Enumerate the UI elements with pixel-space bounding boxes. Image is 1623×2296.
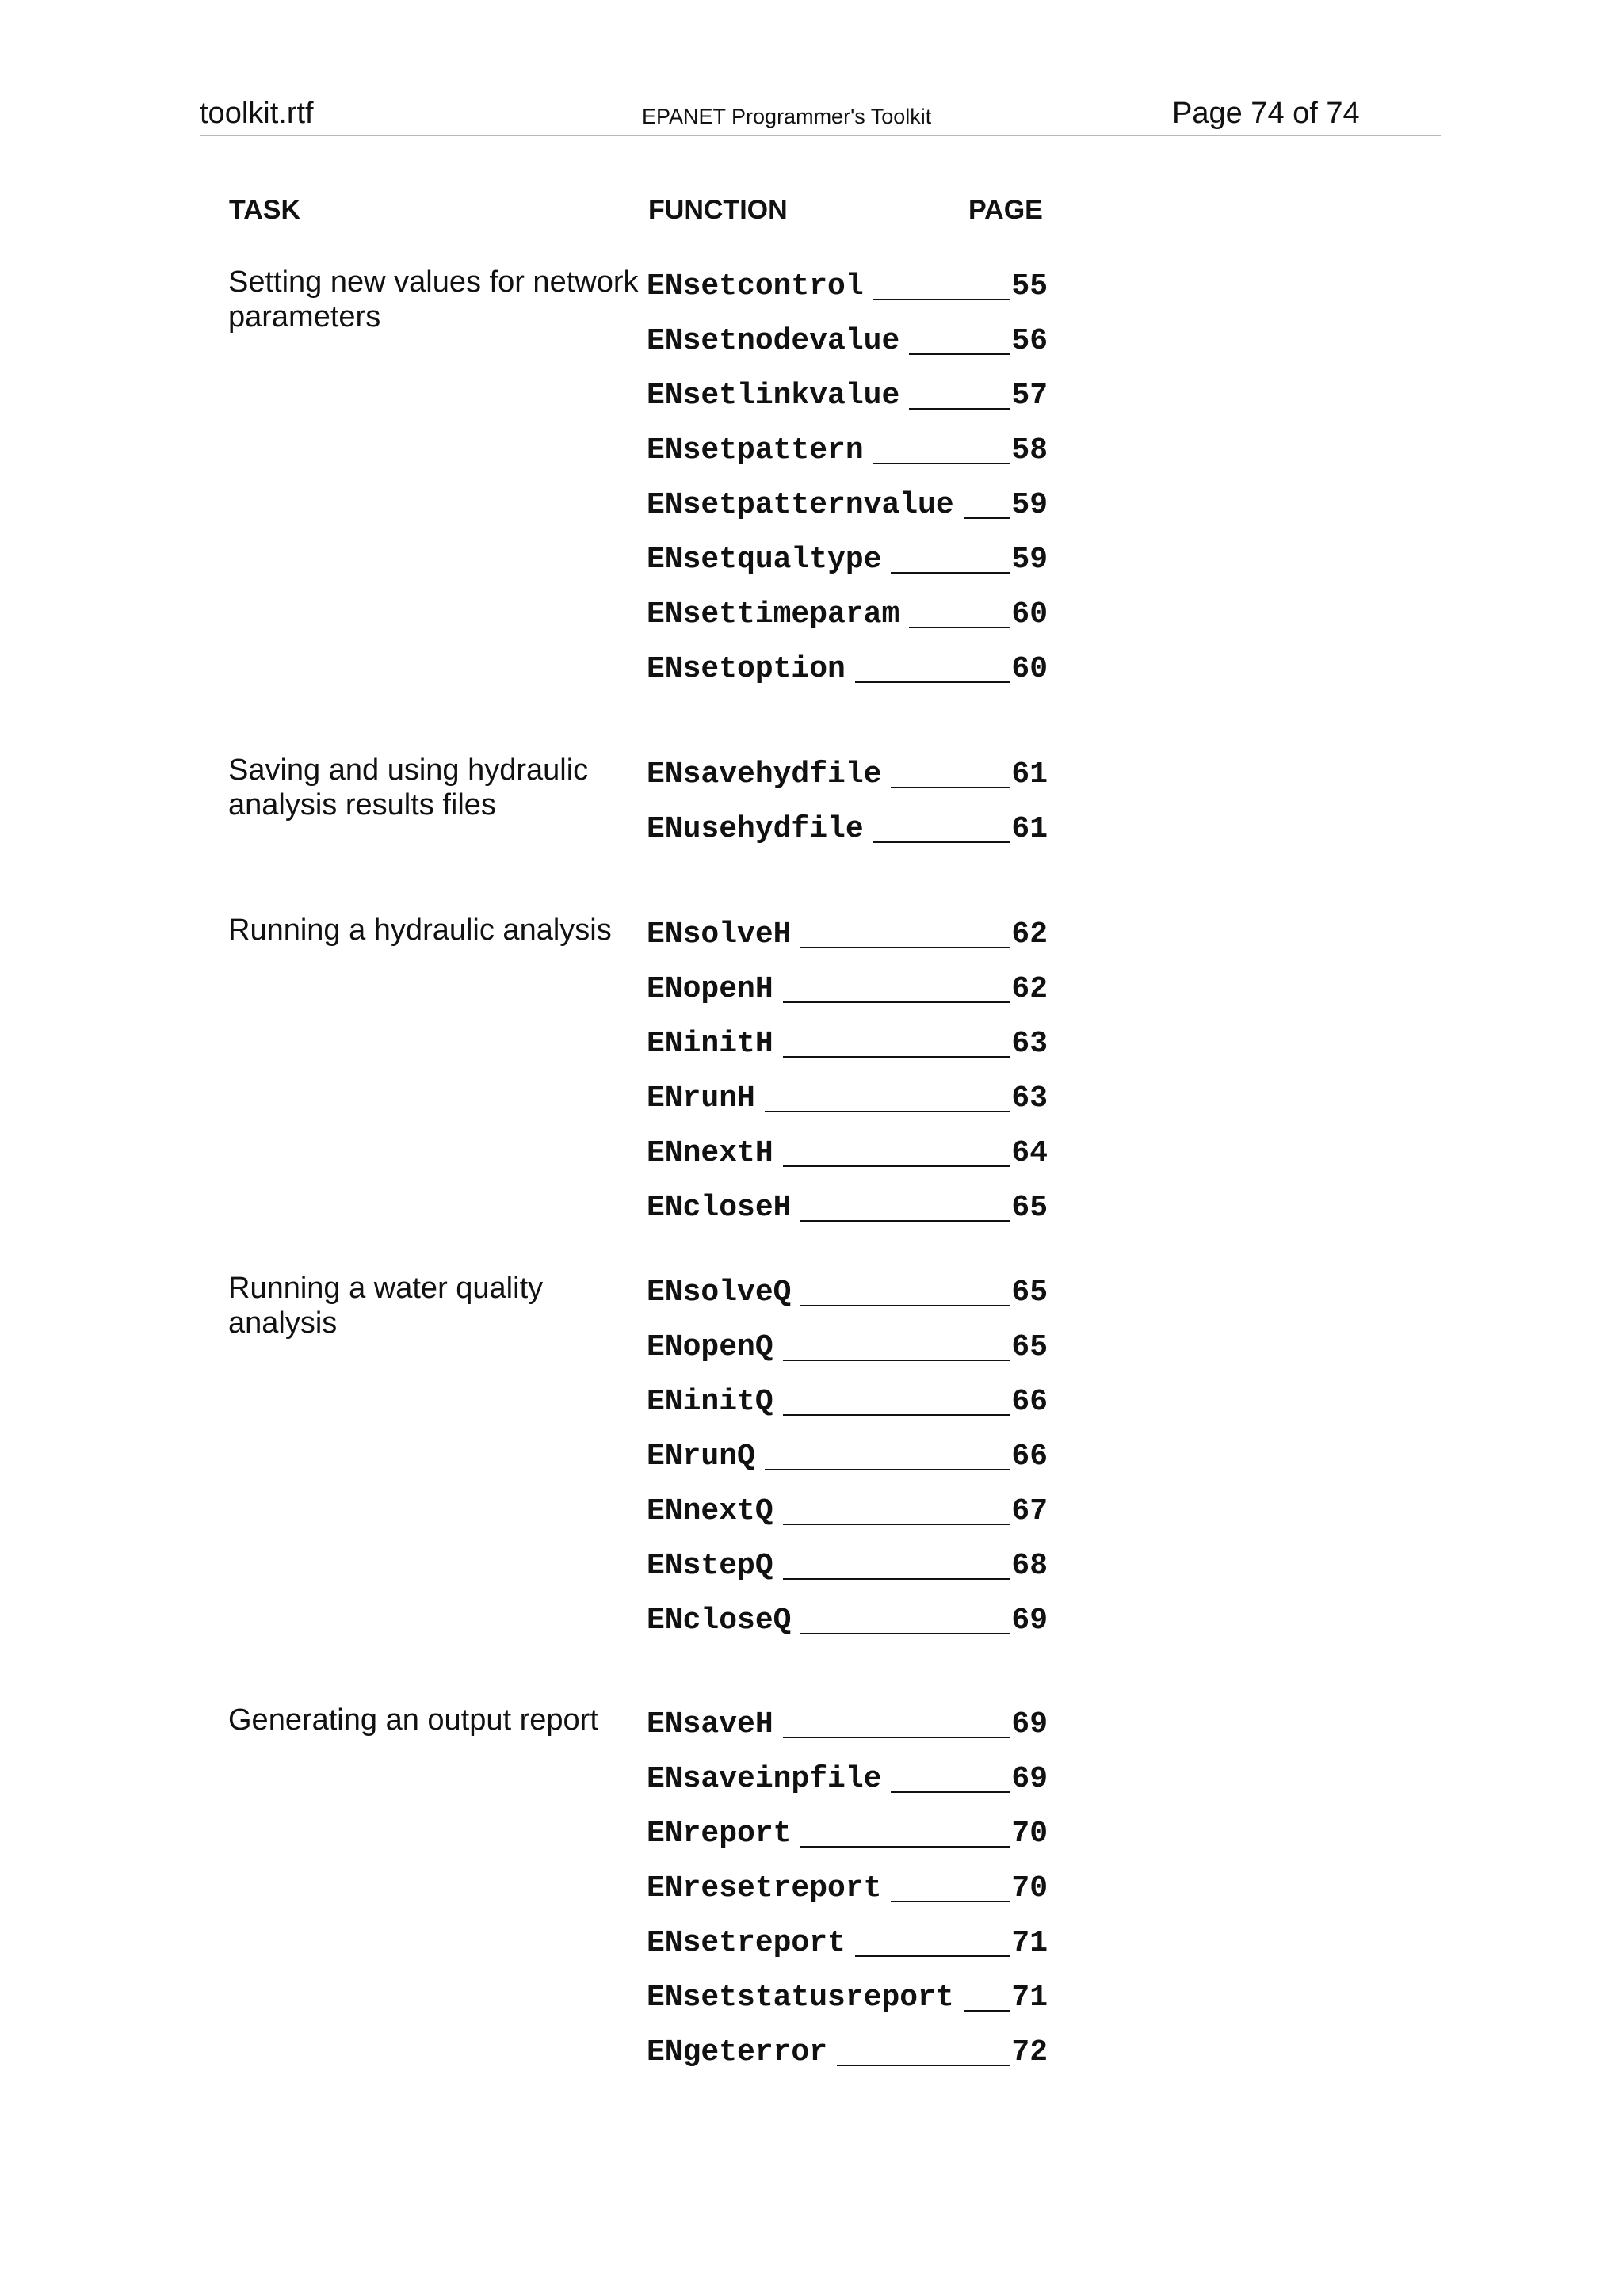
dot-leader [891, 1762, 1010, 1793]
function-name: ENreport [647, 1817, 792, 1851]
task-description: Running a hydraulic analysis [228, 913, 612, 947]
function-name: ENinitQ [647, 1385, 773, 1419]
page-number: 69 [1011, 1762, 1048, 1796]
dot-leader [800, 1604, 1010, 1634]
dot-leader [873, 812, 1010, 843]
dot-leader [909, 324, 1010, 355]
page-number: 62 [1011, 917, 1048, 952]
dot-leader [855, 652, 1010, 683]
page-number: 65 [1011, 1330, 1048, 1364]
function-entry [647, 757, 1048, 812]
function-entry [647, 379, 1048, 433]
dot-leader [800, 1191, 1010, 1222]
dot-leader [855, 1926, 1010, 1957]
page-number: 68 [1011, 1549, 1048, 1583]
header-divider [200, 135, 1441, 136]
function-entry [647, 1191, 1048, 1245]
page-number: 63 [1011, 1081, 1048, 1116]
function-entry [647, 543, 1048, 597]
function-entry [647, 1549, 1048, 1604]
page-number: 58 [1011, 433, 1048, 467]
function-name: ENsetqualtype [647, 543, 882, 577]
function-name: ENsetpatternvalue [647, 488, 954, 522]
page-number: 62 [1011, 972, 1048, 1006]
dot-leader [765, 1440, 1010, 1470]
function-entry [647, 597, 1048, 652]
header-filename: toolkit.rtf [200, 97, 314, 130]
page-number: 65 [1011, 1276, 1048, 1310]
function-entry [647, 433, 1048, 488]
dot-leader [964, 488, 1010, 519]
page-number: 59 [1011, 543, 1048, 577]
task-description: Saving and using hydraulic analysis results files [228, 753, 589, 822]
dot-leader [891, 1871, 1010, 1902]
dot-leader [909, 379, 1010, 410]
header-page-number: Page 74 of 74 [1172, 97, 1360, 130]
function-name: ENsetreport [647, 1926, 846, 1960]
dot-leader [800, 1276, 1010, 1306]
function-entry [647, 1707, 1048, 1762]
function-entry [647, 1276, 1048, 1330]
page-number: 56 [1011, 324, 1048, 358]
page-number: 61 [1011, 757, 1048, 791]
function-entry [647, 2035, 1048, 2090]
dot-leader [800, 917, 1010, 948]
dot-leader [964, 1981, 1010, 2012]
page-number: 61 [1011, 812, 1048, 846]
function-list [647, 1276, 1048, 1658]
function-name: ENsetnodevalue [647, 324, 900, 358]
function-entry [647, 1981, 1048, 2035]
task-description: Generating an output report [228, 1703, 598, 1737]
function-name: ENsetlinkvalue [647, 379, 900, 413]
page-number: 59 [1011, 488, 1048, 522]
function-entry [647, 1385, 1048, 1440]
function-name: ENnextQ [647, 1494, 773, 1528]
page-number: 67 [1011, 1494, 1048, 1528]
page-number: 66 [1011, 1440, 1048, 1474]
task-description: Setting new values for network parameters [228, 265, 639, 334]
function-entry [647, 1871, 1048, 1926]
function-name: ENsettimeparam [647, 597, 900, 631]
column-header-task: TASK [229, 195, 301, 225]
dot-leader [783, 1549, 1010, 1580]
page-number: 60 [1011, 597, 1048, 631]
function-entry [647, 1136, 1048, 1191]
page-number: 69 [1011, 1707, 1048, 1741]
dot-leader [873, 433, 1010, 464]
function-entry [647, 269, 1048, 324]
function-name: ENgeterror [647, 2035, 828, 2069]
dot-leader [783, 1707, 1010, 1738]
column-header-page: PAGE [968, 195, 1043, 225]
function-name: ENstepQ [647, 1549, 773, 1583]
page-number: 71 [1011, 1981, 1048, 2015]
function-entry [647, 917, 1048, 972]
function-list [647, 269, 1048, 707]
function-entry [647, 1440, 1048, 1494]
function-entry [647, 1762, 1048, 1817]
function-entry [647, 652, 1048, 707]
page-number: 71 [1011, 1926, 1048, 1960]
dot-leader [891, 543, 1010, 574]
dot-leader [873, 269, 1010, 300]
dot-leader [783, 1136, 1010, 1167]
function-name: ENresetreport [647, 1871, 882, 1905]
column-header-function: FUNCTION [648, 195, 788, 225]
function-entry [647, 1330, 1048, 1385]
function-entry [647, 488, 1048, 543]
function-list [647, 757, 1048, 867]
function-name: ENsetpattern [647, 433, 864, 467]
function-entry [647, 1926, 1048, 1981]
dot-leader [909, 597, 1010, 628]
function-name: ENinitH [647, 1027, 773, 1061]
page-number: 65 [1011, 1191, 1048, 1225]
page-number: 69 [1011, 1604, 1048, 1638]
dot-leader [783, 972, 1010, 1003]
page-number: 64 [1011, 1136, 1048, 1170]
function-name: ENcloseQ [647, 1604, 792, 1638]
function-name: ENsetcontrol [647, 269, 864, 303]
page-number: 55 [1011, 269, 1048, 303]
function-name: ENsaveinpfile [647, 1762, 882, 1796]
page-number: 70 [1011, 1871, 1048, 1905]
page-number: 57 [1011, 379, 1048, 413]
dot-leader [783, 1330, 1010, 1361]
function-name: ENnextH [647, 1136, 773, 1170]
function-name: ENsavehydfile [647, 757, 882, 791]
function-entry [647, 812, 1048, 867]
dot-leader [800, 1817, 1010, 1848]
page-number: 60 [1011, 652, 1048, 686]
dot-leader [837, 2035, 1010, 2066]
function-entry [647, 972, 1048, 1027]
task-description: Running a water quality analysis [228, 1272, 544, 1340]
function-name: ENsetoption [647, 652, 846, 686]
dot-leader [783, 1494, 1010, 1525]
function-name: ENrunH [647, 1081, 755, 1116]
function-entry [647, 324, 1048, 379]
function-entry [647, 1604, 1048, 1658]
function-list [647, 917, 1048, 1245]
function-entry [647, 1027, 1048, 1081]
function-name: ENsetstatusreport [647, 1981, 954, 2015]
function-list [647, 1707, 1048, 2090]
page-number: 70 [1011, 1817, 1048, 1851]
function-entry [647, 1494, 1048, 1549]
function-name: ENsaveH [647, 1707, 773, 1741]
page-number: 72 [1011, 2035, 1048, 2069]
dot-leader [891, 757, 1010, 788]
function-name: ENusehydfile [647, 812, 864, 846]
page-number: 66 [1011, 1385, 1048, 1419]
header-doc-title: EPANET Programmer's Toolkit [642, 105, 932, 128]
dot-leader [783, 1385, 1010, 1416]
dot-leader [765, 1081, 1010, 1112]
function-name: ENopenQ [647, 1330, 773, 1364]
function-name: ENsolveH [647, 917, 792, 952]
function-entry [647, 1081, 1048, 1136]
function-name: ENrunQ [647, 1440, 755, 1474]
function-name: ENopenH [647, 972, 773, 1006]
function-name: ENsolveQ [647, 1276, 792, 1310]
function-entry [647, 1817, 1048, 1871]
page-number: 63 [1011, 1027, 1048, 1061]
function-name: ENcloseH [647, 1191, 792, 1225]
dot-leader [783, 1027, 1010, 1058]
